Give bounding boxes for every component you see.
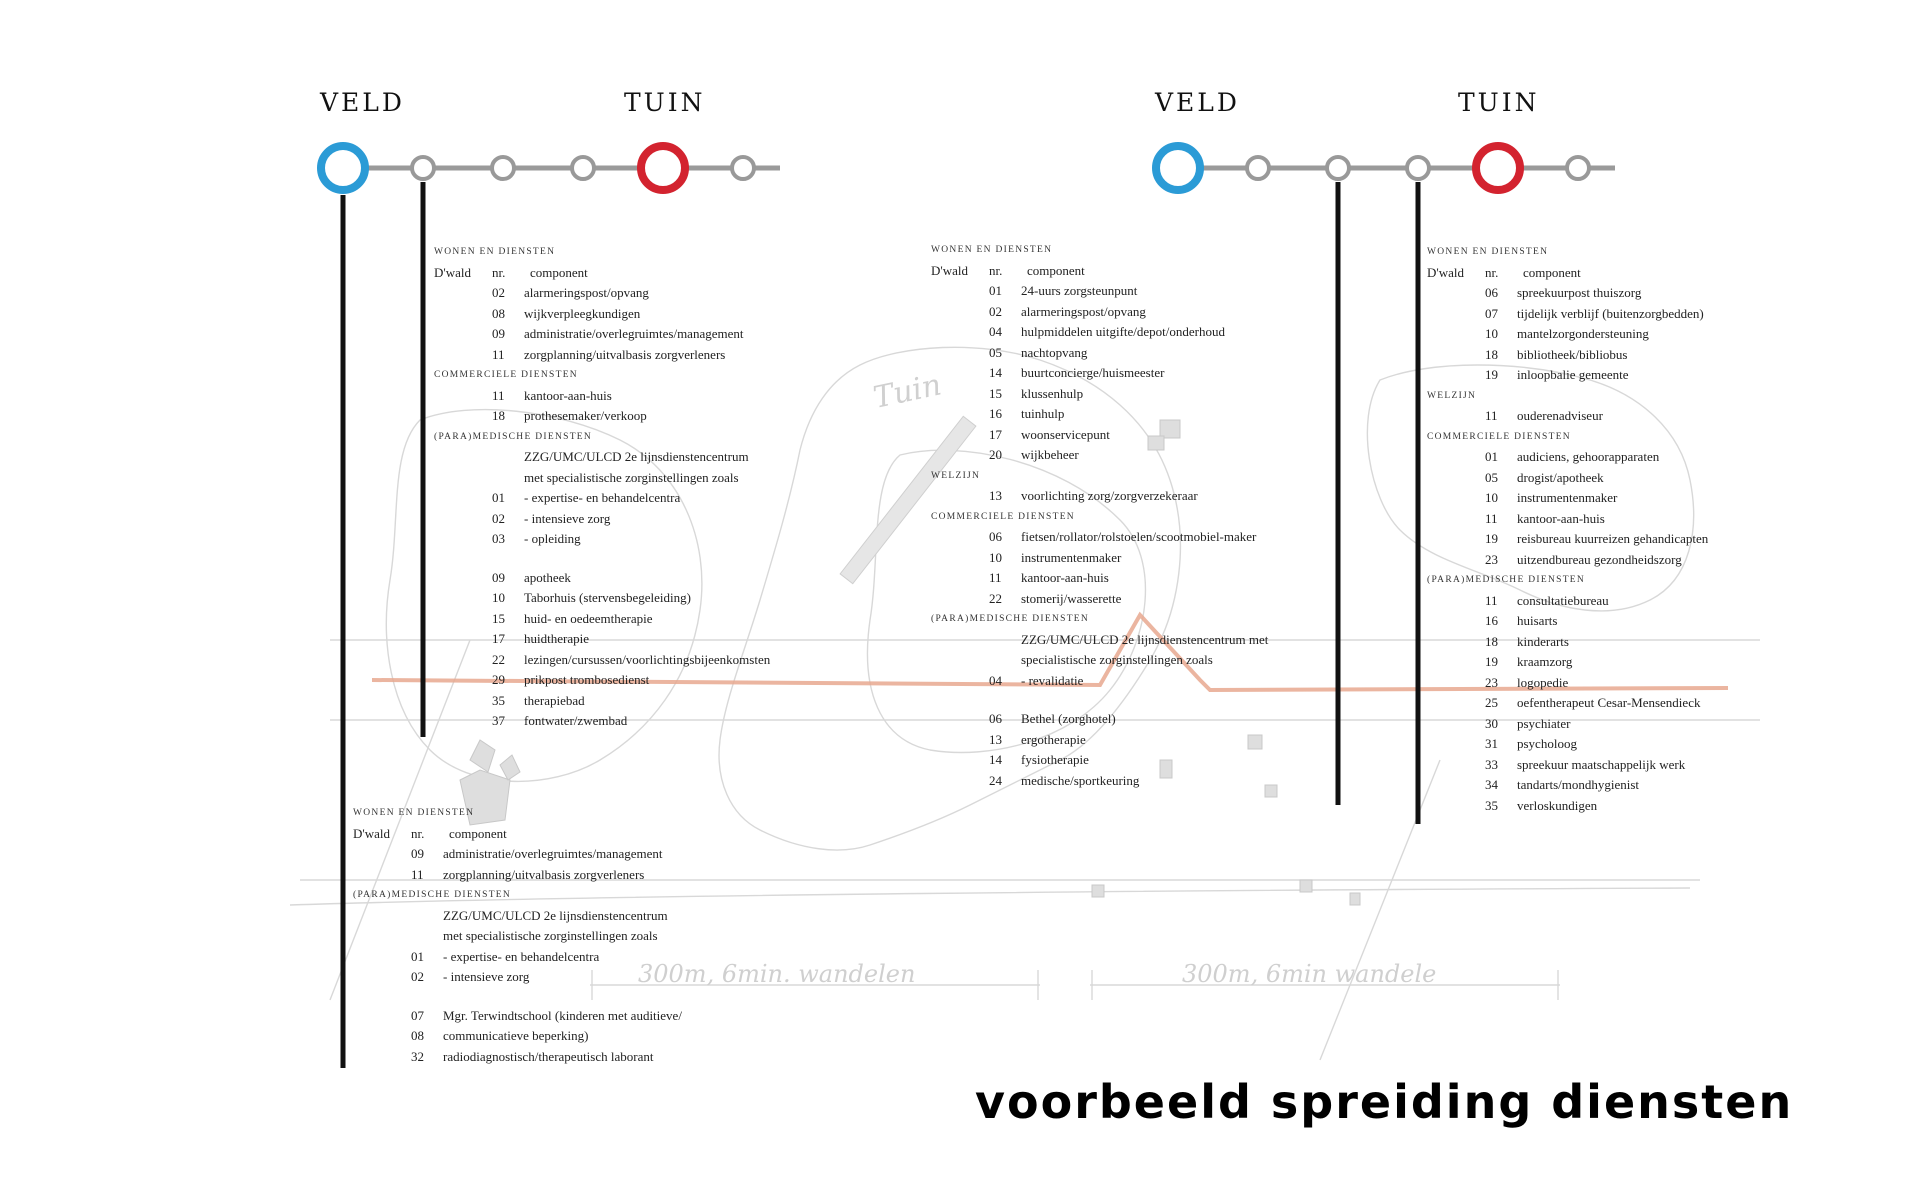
item-number: 17 — [492, 631, 505, 646]
column-header-dwald: D'wald — [931, 262, 969, 278]
item-text: communicatieve beperking) — [443, 1028, 589, 1043]
stop-tuin-right — [1476, 146, 1520, 190]
stop-4-right — [1407, 157, 1429, 179]
list-item — [931, 771, 1268, 792]
item-number: 13 — [989, 488, 1002, 503]
item-number: 07 — [1485, 305, 1498, 321]
list-item — [931, 322, 1268, 343]
item-text: ouderenadviseur — [1517, 408, 1603, 423]
section-title: (PARA)MEDISCHE DIENSTEN — [353, 890, 512, 900]
list-item — [434, 509, 770, 530]
list-item — [434, 691, 770, 712]
item-number: 16 — [989, 406, 1002, 421]
item-text: medische/sportkeuring — [1021, 772, 1140, 788]
item-text: kinderarts — [1517, 633, 1569, 649]
list-item — [434, 650, 770, 671]
item-number: 11 — [492, 387, 505, 403]
item-number: 22 — [989, 590, 1002, 606]
list-item — [434, 711, 770, 732]
list-item — [1427, 775, 1708, 796]
item-number: 11 — [1485, 408, 1498, 423]
item-number: 01 — [989, 283, 1002, 298]
item-number: 08 — [492, 305, 505, 321]
item-text: wijkbeheer — [1021, 447, 1079, 462]
item-text: 24-uurs zorgsteunpunt — [1021, 283, 1138, 298]
column-header-dwald: D'wald — [434, 264, 472, 280]
item-number: 18 — [1485, 633, 1498, 649]
list-item — [931, 486, 1268, 507]
item-number: 37 — [492, 713, 505, 728]
item-text: voorlichting zorg/zorgverzekeraar — [1021, 488, 1198, 503]
item-text: buurtconcierge/huismeester — [1021, 365, 1165, 380]
item-text: zorgplanning/uitvalbasis zorgverleners — [443, 866, 645, 882]
list-item — [434, 568, 770, 589]
list-item — [1427, 550, 1708, 571]
stop-6-right — [1567, 157, 1589, 179]
list-spacer — [434, 550, 770, 568]
item-number: 10 — [492, 590, 505, 605]
item-text: Mgr. Terwindtschool (kinderen met auditieve/ — [443, 1007, 682, 1023]
stop-3-right — [1327, 157, 1349, 179]
item-text: consultatiebureau — [1517, 592, 1609, 608]
item-text: fontwater/zwembad — [524, 713, 628, 728]
column-header-nr: nr. — [492, 264, 506, 280]
item-number: 02 — [989, 303, 1002, 319]
list-item — [931, 709, 1268, 730]
item-number: 08 — [411, 1028, 424, 1043]
stop-2-right — [1247, 157, 1269, 179]
list-item — [353, 967, 682, 988]
item-text: - revalidatie — [1021, 672, 1084, 688]
item-number: 05 — [1485, 469, 1498, 485]
list-item — [1427, 509, 1708, 530]
list-item — [931, 363, 1268, 384]
section-title: WONEN EN DIENSTEN — [1427, 247, 1549, 257]
item-text: - expertise- en behandelcentra — [524, 490, 681, 505]
item-text: ZZG/UMC/ULCD 2e lijnsdienstencentrum met — [1021, 631, 1269, 647]
section-title: (PARA)MEDISCHE DIENSTEN — [434, 431, 593, 442]
item-text: therapiebad — [524, 692, 585, 708]
item-number: 09 — [411, 846, 424, 861]
item-text: Bethel (zorghotel) — [1021, 711, 1116, 726]
item-text: administratie/overlegruimtes/management — [443, 846, 663, 861]
section-title: COMMERCIELE DIENSTEN — [931, 511, 1075, 522]
item-number: 06 — [989, 529, 1002, 544]
list-item — [931, 548, 1268, 569]
list-item — [434, 609, 770, 630]
item-text: verloskundigen — [1517, 797, 1598, 813]
list-item — [353, 926, 682, 947]
stop-4-left — [572, 157, 594, 179]
sketch-label-tuin: Tuin — [870, 367, 945, 416]
item-number: 01 — [492, 490, 505, 505]
list-item — [434, 345, 770, 366]
list-item — [1427, 611, 1708, 632]
diagram-caption: voorbeeld spreiding diensten — [975, 1075, 1794, 1129]
item-number: 35 — [492, 692, 505, 708]
item-text: - expertise- en behandelcentra — [443, 948, 600, 964]
item-number: 10 — [1485, 490, 1498, 505]
item-text: ergotherapie — [1021, 731, 1086, 747]
item-text: instrumentenmaker — [1021, 549, 1122, 565]
label-veld-right: VELD — [1155, 88, 1240, 117]
column-header — [931, 261, 1268, 282]
item-text: spreekuur maatschappelijk werk — [1517, 756, 1686, 772]
item-text: bibliotheek/bibliobus — [1517, 346, 1628, 362]
list-item — [931, 630, 1268, 651]
list-item — [1427, 468, 1708, 489]
section-title: (PARA)MEDISCHE DIENSTEN — [931, 614, 1090, 624]
stop-6-left — [732, 157, 754, 179]
item-number: 19 — [1485, 654, 1498, 669]
item-text: met specialistische zorginstellingen zoals — [524, 469, 739, 485]
item-number: 10 — [1485, 326, 1498, 341]
sketch-label-walk-right: 300m, 6min wandele — [1182, 960, 1437, 988]
list-item — [434, 447, 770, 468]
item-text: psycholoog — [1517, 736, 1577, 751]
item-number: 11 — [411, 866, 424, 882]
item-text: zorgplanning/uitvalbasis zorgverleners — [524, 346, 726, 362]
item-text: reisbureau kuurreizen gehandicapten — [1517, 531, 1709, 546]
item-number: 34 — [1485, 777, 1498, 792]
column-header-component: component — [449, 825, 507, 841]
list-item — [1427, 796, 1708, 817]
item-text: kraamzorg — [1517, 654, 1573, 669]
item-text: spreekuurpost thuiszorg — [1517, 285, 1642, 300]
column-header — [1427, 263, 1708, 284]
list-item — [1427, 447, 1708, 468]
list-item — [434, 670, 770, 691]
list-item — [931, 425, 1268, 446]
item-text: lezingen/cursussen/voorlichtingsbijeenkomsten — [524, 651, 771, 667]
list-item — [931, 730, 1268, 751]
list-item — [931, 568, 1268, 589]
item-number: 02 — [492, 285, 505, 300]
list-item — [1427, 714, 1708, 735]
list-item — [1427, 755, 1708, 776]
list-item — [434, 304, 770, 325]
item-number: 18 — [1485, 346, 1498, 362]
list-item — [434, 588, 770, 609]
item-number: 35 — [1485, 797, 1498, 813]
item-number — [989, 630, 1021, 651]
item-number: 05 — [989, 344, 1002, 360]
item-number — [411, 926, 443, 947]
column-header-dwald: D'wald — [353, 825, 391, 841]
item-text: tuinhulp — [1021, 406, 1065, 421]
item-number: 11 — [492, 346, 505, 362]
list-item — [353, 865, 682, 886]
section-title: WONEN EN DIENSTEN — [434, 247, 556, 257]
stop-veld-left — [321, 146, 365, 190]
column-header-component: component — [530, 264, 588, 280]
list-item — [1427, 591, 1708, 612]
item-text: radiodiagnostisch/therapeutisch laborant — [443, 1048, 654, 1064]
list-item — [1427, 693, 1708, 714]
list-item — [931, 671, 1268, 692]
list-item — [353, 1006, 682, 1027]
item-number: 23 — [1485, 674, 1498, 690]
item-text: prothesemaker/verkoop — [524, 408, 647, 423]
list-item — [1427, 734, 1708, 755]
list-item — [434, 529, 770, 550]
list-item — [434, 386, 770, 407]
list-spacer — [931, 691, 1268, 709]
stop-tuin-left — [641, 146, 685, 190]
item-text: fysiotherapie — [1021, 752, 1089, 767]
item-number: 13 — [989, 731, 1002, 747]
item-number: 09 — [492, 569, 505, 585]
list-item — [353, 1047, 682, 1068]
item-number: 10 — [989, 549, 1002, 565]
list-item — [931, 527, 1268, 548]
item-number: 22 — [492, 651, 505, 667]
item-text: Taborhuis (stervensbegeleiding) — [524, 590, 691, 605]
list-item — [931, 445, 1268, 466]
item-text: alarmeringspost/opvang — [1021, 303, 1146, 319]
item-text: audiciens, gehoorapparaten — [1517, 449, 1660, 464]
column-header-nr: nr. — [411, 825, 425, 841]
list-item — [931, 281, 1268, 302]
item-number: 06 — [1485, 285, 1498, 300]
item-number: 04 — [989, 324, 1002, 339]
item-text: huidtherapie — [524, 631, 589, 646]
item-text: administratie/overlegruimtes/management — [524, 326, 744, 341]
list-item — [1427, 488, 1708, 509]
list-item — [931, 404, 1268, 425]
item-text: ZZG/UMC/ULCD 2e lijnsdienstencentrum — [443, 907, 668, 923]
section-title: COMMERCIELE DIENSTEN — [1427, 431, 1571, 442]
list-item — [353, 906, 682, 927]
item-number: 07 — [411, 1007, 424, 1023]
item-text: huisarts — [1517, 613, 1558, 628]
section-title: WONEN EN DIENSTEN — [353, 808, 475, 818]
list-item — [931, 589, 1268, 610]
section-title: WELZIJN — [931, 470, 981, 481]
item-number: 25 — [1485, 695, 1498, 710]
item-number — [492, 447, 524, 468]
service-list-b — [353, 803, 682, 1067]
item-number: 01 — [411, 948, 424, 964]
item-text: - opleiding — [524, 531, 581, 546]
item-text: kantoor-aan-huis — [1021, 570, 1109, 585]
item-text: apotheek — [524, 569, 571, 585]
list-item — [434, 324, 770, 345]
item-number — [989, 650, 1021, 671]
item-number: 24 — [989, 772, 1002, 788]
column-header — [434, 263, 770, 284]
item-number: 03 — [492, 531, 505, 546]
item-number: 02 — [411, 969, 424, 984]
item-number: 14 — [989, 752, 1002, 767]
item-text: klussenhulp — [1021, 385, 1084, 401]
column-header-component: component — [1523, 264, 1581, 280]
item-text: - intensieve zorg — [443, 969, 530, 984]
list-item — [434, 629, 770, 650]
item-number: 19 — [1485, 531, 1498, 546]
list-item — [1427, 652, 1708, 673]
stop-2-left — [412, 157, 434, 179]
list-item — [931, 302, 1268, 323]
item-number: 06 — [989, 711, 1002, 726]
item-text: kantoor-aan-huis — [524, 387, 612, 403]
item-text: drogist/apotheek — [1517, 469, 1604, 485]
list-item — [1427, 529, 1708, 550]
item-text: alarmeringspost/opvang — [524, 285, 649, 300]
item-number: 11 — [1485, 592, 1498, 608]
stop-veld-right — [1156, 146, 1200, 190]
item-text: fietsen/rollator/rolstoelen/scootmobiel-maker — [1021, 529, 1257, 544]
item-text: instrumentenmaker — [1517, 490, 1618, 505]
list-item — [353, 947, 682, 968]
item-text: prikpost trombosedienst — [524, 672, 650, 687]
item-text: specialistische zorginstellingen zoals — [1021, 652, 1213, 667]
list-item — [1427, 283, 1708, 304]
list-item — [931, 750, 1268, 771]
column-header-nr: nr. — [989, 262, 1003, 278]
list-item — [931, 343, 1268, 364]
list-item — [1427, 632, 1708, 653]
list-item — [931, 650, 1268, 671]
label-veld-left: VELD — [320, 88, 405, 117]
item-number: 01 — [1485, 449, 1498, 464]
item-text: woonservicepunt — [1021, 426, 1110, 442]
item-text: ZZG/UMC/ULCD 2e lijnsdienstencentrum — [524, 449, 749, 464]
column-header-dwald: D'wald — [1427, 264, 1465, 280]
item-text: tijdelijk verblijf (buitenzorgbedden) — [1517, 305, 1704, 321]
item-number: 17 — [989, 426, 1002, 442]
list-spacer — [353, 988, 682, 1006]
label-tuin-left: TUIN — [624, 88, 706, 117]
item-number: 04 — [989, 672, 1002, 688]
item-text: - intensieve zorg — [524, 510, 611, 526]
item-number: 15 — [989, 385, 1002, 401]
item-text: stomerij/wasserette — [1021, 590, 1122, 606]
item-number: 23 — [1485, 551, 1498, 567]
item-number: 09 — [492, 326, 505, 341]
item-text: tandarts/mondhygienist — [1517, 777, 1640, 792]
list-item — [353, 1026, 682, 1047]
item-number: 11 — [1485, 510, 1498, 526]
column-header-component: component — [1027, 262, 1085, 278]
list-item — [931, 384, 1268, 405]
section-title: COMMERCIELE DIENSTEN — [434, 370, 578, 380]
item-text: mantelzorgondersteuning — [1517, 326, 1649, 341]
column-header — [353, 824, 682, 845]
list-item — [1427, 673, 1708, 694]
item-text: nachtopvang — [1021, 344, 1088, 360]
item-text: met specialistische zorginstellingen zoals — [443, 928, 658, 943]
list-item — [1427, 345, 1708, 366]
list-item — [1427, 406, 1708, 427]
item-number: 31 — [1485, 736, 1498, 751]
column-header-nr: nr. — [1485, 264, 1499, 280]
item-text: hulpmiddelen uitgifte/depot/onderhoud — [1021, 324, 1225, 339]
list-item — [434, 488, 770, 509]
item-text: psychiater — [1517, 715, 1571, 731]
sketch-label-walk-left: 300m, 6min. wandelen — [638, 960, 916, 988]
list-item — [1427, 365, 1708, 386]
item-number: 11 — [989, 570, 1002, 585]
label-tuin-right: TUIN — [1458, 88, 1540, 117]
service-list-c — [931, 240, 1268, 791]
item-text: kantoor-aan-huis — [1517, 510, 1605, 526]
item-number: 02 — [492, 510, 505, 526]
item-number: 16 — [1485, 613, 1498, 628]
item-number: 30 — [1485, 715, 1498, 731]
item-number: 29 — [492, 672, 505, 687]
item-number: 33 — [1485, 756, 1498, 772]
item-text: logopedie — [1517, 674, 1569, 690]
item-number: 32 — [411, 1048, 424, 1064]
item-number: 19 — [1485, 367, 1498, 382]
item-text: wijkverpleegkundigen — [524, 305, 641, 321]
list-item — [434, 406, 770, 427]
item-text: oefentherapeut Cesar-Mensendieck — [1517, 695, 1701, 710]
item-number — [492, 468, 524, 489]
item-text: uitzendbureau gezondheidszorg — [1517, 551, 1682, 567]
item-number: 15 — [492, 610, 505, 626]
service-list-d — [1427, 242, 1708, 816]
list-item — [434, 283, 770, 304]
section-title: (PARA)MEDISCHE DIENSTEN — [1427, 575, 1586, 585]
item-text: huid- en oedeemtherapie — [524, 610, 653, 626]
section-title: WONEN EN DIENSTEN — [931, 245, 1053, 255]
list-item — [353, 844, 682, 865]
stop-3-left — [492, 157, 514, 179]
list-item — [1427, 304, 1708, 325]
item-text: inloopbalie gemeente — [1517, 367, 1629, 382]
list-item — [434, 468, 770, 489]
list-item — [1427, 324, 1708, 345]
section-title: WELZIJN — [1427, 390, 1477, 401]
item-number: 20 — [989, 447, 1002, 462]
item-number — [411, 906, 443, 927]
service-list-a — [434, 242, 770, 732]
item-number: 18 — [492, 408, 505, 423]
item-number: 14 — [989, 365, 1002, 380]
